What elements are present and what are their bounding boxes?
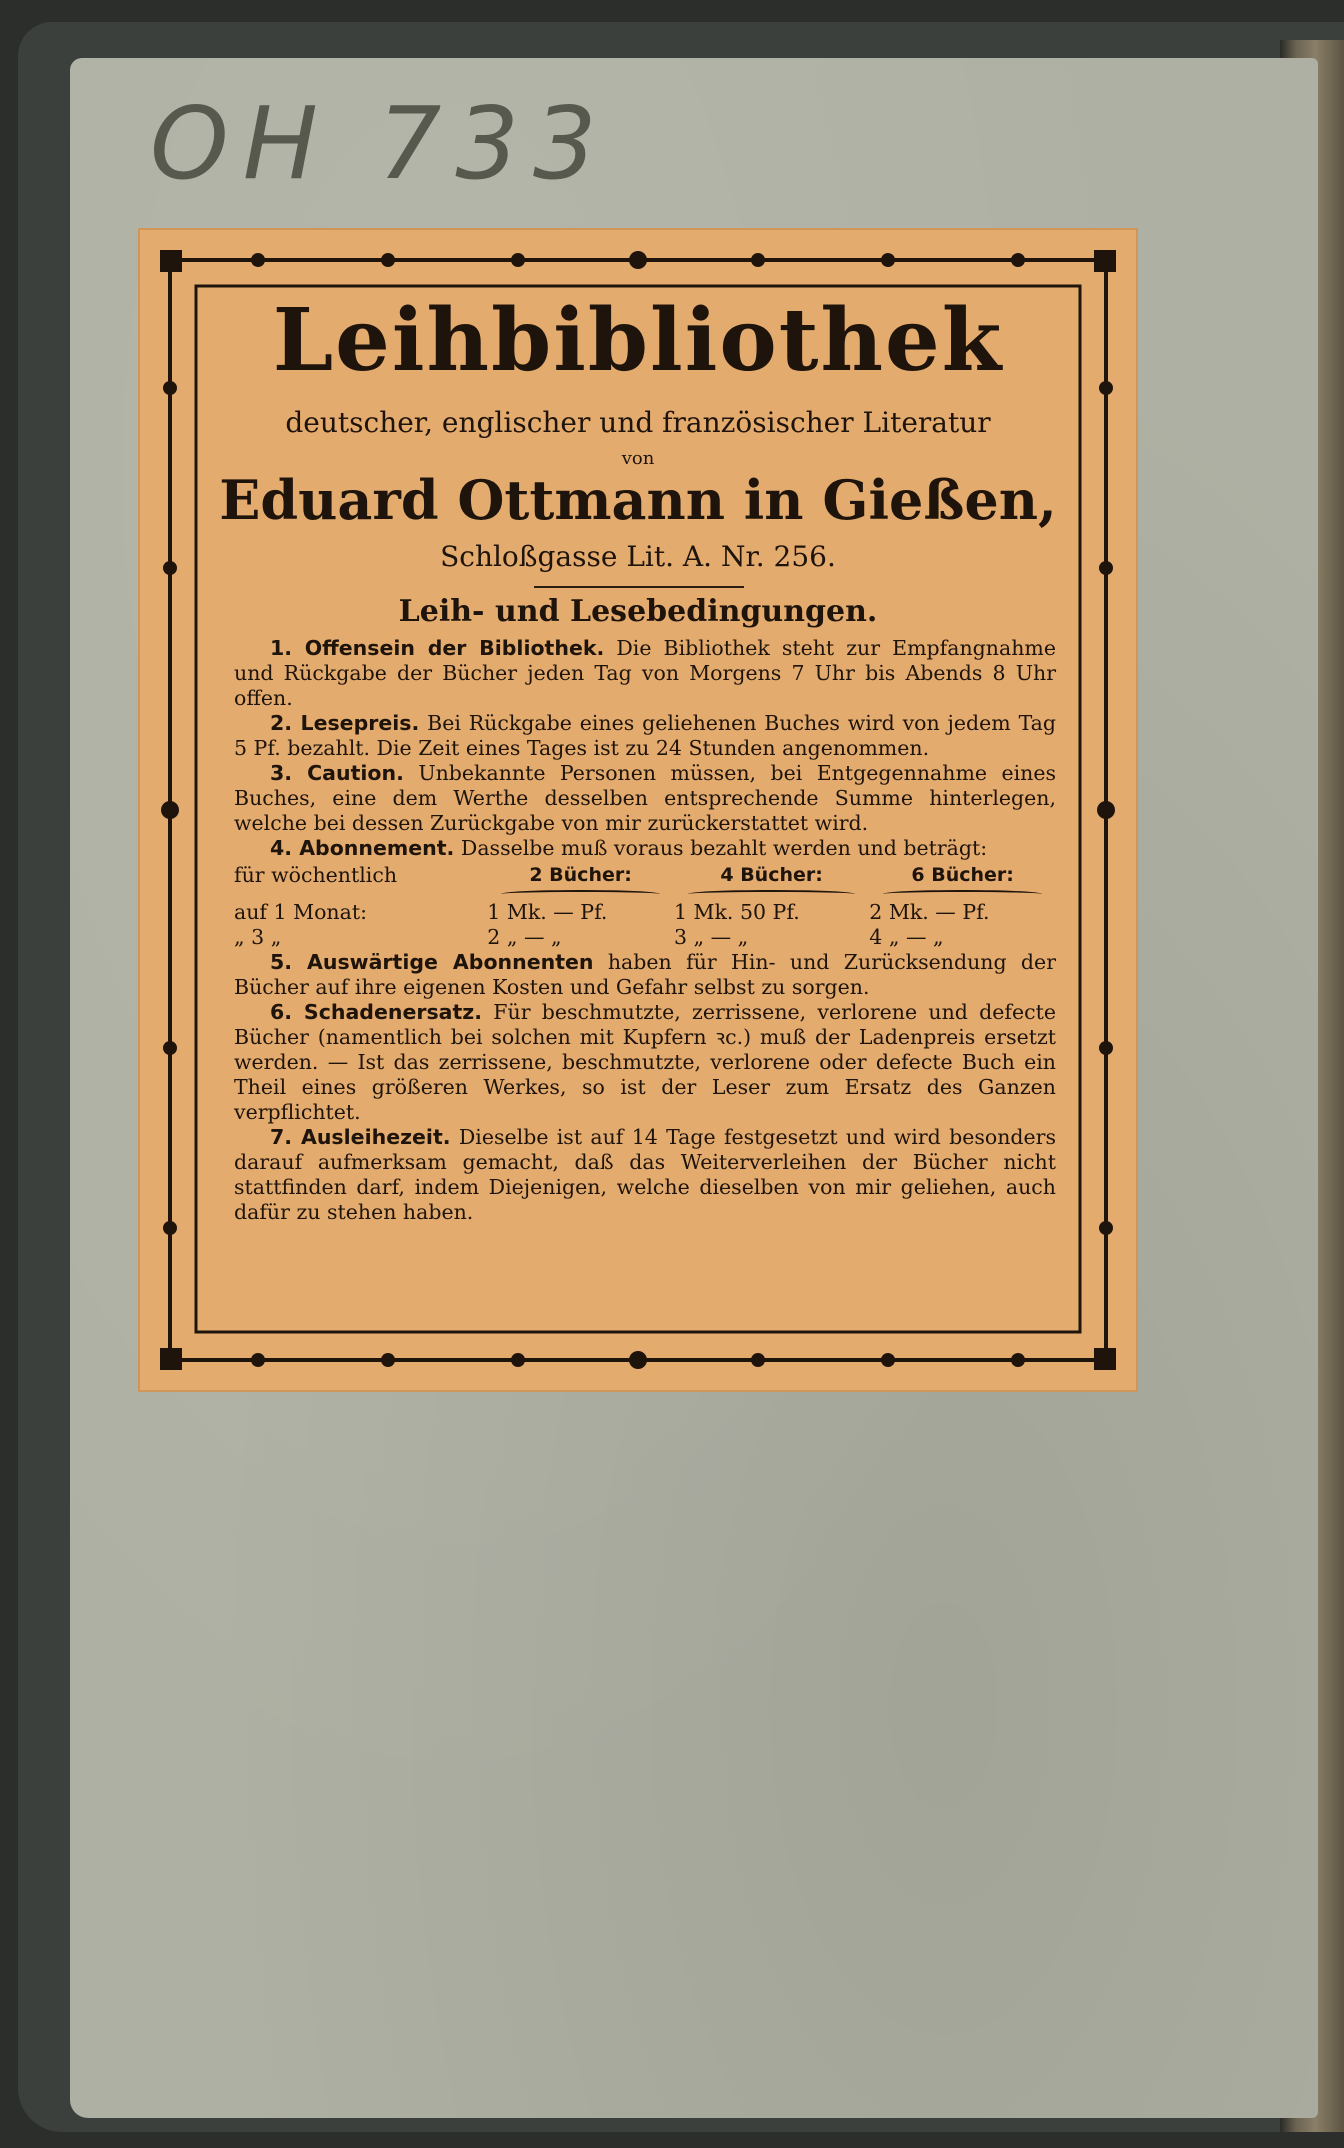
rule-heading: 1. Offensein der Bibliothek.	[270, 636, 605, 660]
fee-period: „ 3 „	[234, 925, 282, 949]
fee-column: 6 Bücher:	[869, 863, 1056, 900]
lending-rules	[234, 636, 1056, 1225]
rule-text: haben für Hin- und Zurücksendung der Bücher auf ihre eigenen Kosten und Gefahr selbst zu sorgen.	[234, 950, 1056, 999]
rule-text: Bei Rückgabe eines geliehenen Buches wird von jedem Tag 5 Pf. bezahlt. Die Zeit eines Tages ist zu 24 Stunden angenommen.	[234, 711, 1056, 760]
rule-text: Dasselbe muß voraus bezahlt werden und beträgt:	[460, 836, 988, 860]
rule-heading: 5. Auswärtige Abonnenten	[270, 950, 594, 974]
rule-6	[234, 1000, 1056, 1125]
handwritten-shelfmark: OH 733	[150, 85, 611, 202]
rule-heading: 4. Abonnement.	[270, 836, 455, 860]
rule-1	[234, 636, 1056, 711]
fee-row	[234, 900, 1056, 925]
library-bookplate-label	[138, 228, 1138, 1392]
fee-value: 2 „ — „	[487, 925, 562, 949]
label-title: Leihbibliothek	[272, 290, 1004, 391]
label-von: von	[621, 448, 655, 469]
rule-text: Unbekannte Personen müssen, bei Entgegennahme eines Buches, eine dem Werthe desselben entsprechende Summe hinterlegen, welche bei dessen Zurückgabe von mir zurückerstattet wird.	[234, 761, 1056, 835]
divider-rule	[534, 586, 744, 588]
rule-heading: 2. Lesepreis.	[270, 711, 420, 735]
rule-heading: 7. Ausleihezeit.	[270, 1125, 451, 1149]
fee-column: 4 Bücher:	[674, 863, 869, 900]
fee-row	[234, 925, 1056, 950]
conditions-heading: Leih- und Lesebedingungen.	[398, 594, 878, 629]
fee-value: 3 „ — „	[673, 925, 749, 949]
label-subtitle: deutscher, englischer und französischer Literatur	[285, 406, 991, 439]
rule-text: Die Bibliothek steht zur Empfangnahme und Rückgabe der Bücher jeden Tag von Morgens 7 Uhr bis Abends 8 Uhr offen.	[234, 636, 1056, 710]
rule-text: Für beschmutzte, zerrissene, verlorene und defecte Bücher (namentlich bei solchen mit Kupfern ꝛc.) muß der Ladenpreis ersetzt werden. — Ist das zerrissene, beschmutzte, verlorene oder defecte Buch ein Theil eines größeren Werkes, so ist der Leser zum Ersatz des Ganzen verpflichtet.	[234, 1000, 1056, 1124]
fee-value: 1 Mk. — Pf.	[487, 900, 608, 924]
rule-heading: 3. Caution.	[270, 761, 404, 785]
fee-value: 1 Mk. 50 Pf.	[673, 900, 800, 924]
fee-lead: für wöchentlich	[234, 863, 398, 887]
rule-text: Dieselbe ist auf 14 Tage festgesetzt und wird besonders darauf aufmerksam gemacht, daß das Weiterverleihen der Bücher nicht stattfinden darf, indem Diejenigen, welche dieselben von mir geliehen, auch dafür zu stehen haben.	[234, 1125, 1056, 1224]
rule-3	[234, 761, 1056, 836]
publisher-address: Schloßgasse Lit. A. Nr. 256.	[440, 540, 836, 573]
rule-7	[234, 1125, 1056, 1225]
rule-5	[234, 950, 1056, 1000]
fee-column: 2 Bücher:	[487, 863, 674, 900]
fee-period: auf 1 Monat:	[234, 900, 367, 924]
fee-table-header	[234, 863, 1056, 900]
rule-4	[234, 836, 1056, 861]
fee-value: 2 Mk. — Pf.	[869, 900, 990, 924]
fee-value: 4 „ — „	[869, 925, 944, 949]
rule-2	[234, 711, 1056, 761]
subscription-fee-table	[234, 863, 1056, 950]
publisher-name: Eduard Ottmann in Gießen,	[219, 468, 1057, 532]
rule-heading: 6. Schadenersatz.	[270, 1000, 483, 1024]
